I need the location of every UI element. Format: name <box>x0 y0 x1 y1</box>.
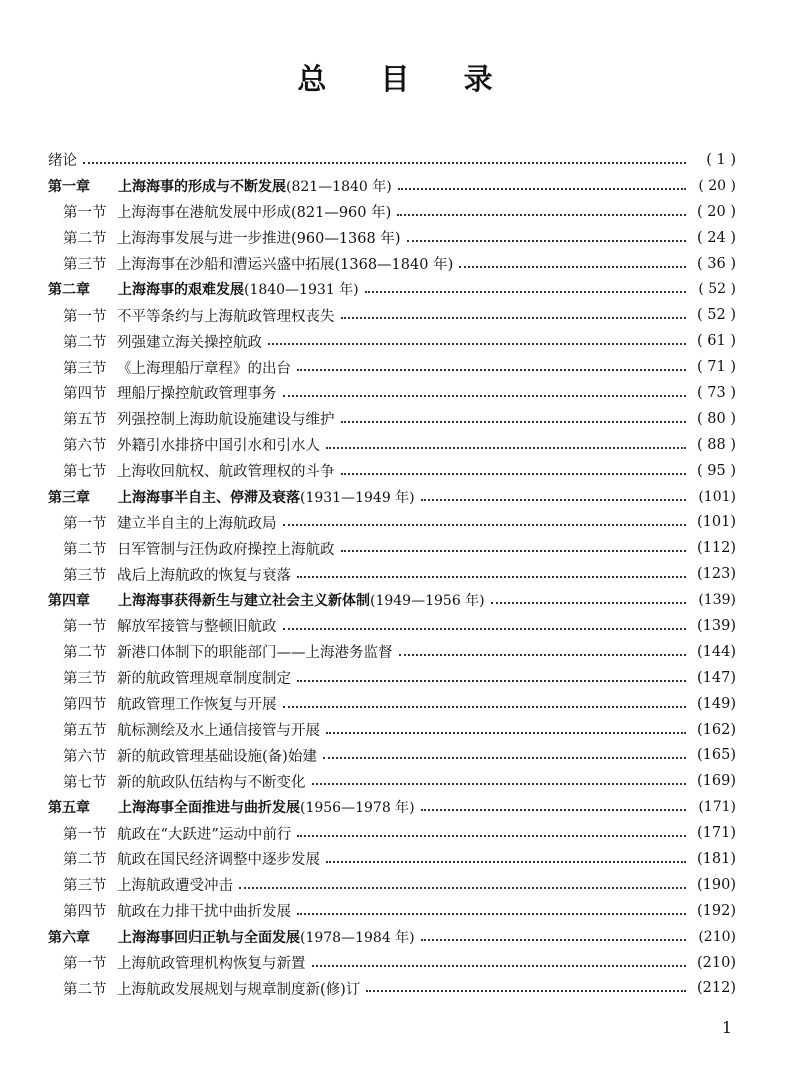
toc-page-ref: ( 73 ) <box>697 384 736 401</box>
toc-label: 第二节 <box>63 852 107 869</box>
toc-title-text: 日军管制与汪伪政府操控上海航政 <box>117 541 335 558</box>
toc-section-row <box>48 976 736 1002</box>
toc-page-ref: ( 80 ) <box>697 410 736 427</box>
toc-title-text: 上海海事在沙船和漕运兴盛中拓展 <box>117 257 335 273</box>
toc-title-text: 航政在国民经济调整中逐步发展 <box>117 852 320 869</box>
toc-leader-dots <box>268 343 686 345</box>
toc-title <box>117 719 320 740</box>
toc-label: 第三节 <box>63 257 107 273</box>
toc-leader-dots <box>297 913 686 915</box>
toc-title-text: 上海海事半自主、停滞及衰落 <box>118 489 300 506</box>
toc-title <box>117 408 335 429</box>
toc-chapter-row <box>48 587 736 613</box>
toc-title <box>117 771 306 792</box>
toc-page-ref: (162) <box>697 721 736 738</box>
toc-leader-dots <box>297 576 686 578</box>
toc-title <box>117 305 335 326</box>
toc-label: 第二节 <box>63 645 107 662</box>
toc-page-ref: (144) <box>697 643 736 660</box>
toc-page-ref: (192) <box>697 902 736 919</box>
toc-title-text: 理船厅操控航政管理事务 <box>117 386 277 403</box>
toc-title <box>117 848 320 869</box>
toc-leader-dots <box>297 835 686 837</box>
toc-title <box>117 978 360 999</box>
toc-title-text: 航标测绘及水上通信接管与开展 <box>117 723 320 740</box>
toc-page-ref: (139) <box>698 592 736 609</box>
toc-chapter-row <box>48 484 736 510</box>
toc-label: 第四节 <box>63 697 107 714</box>
toc-label: 第六节 <box>63 748 107 765</box>
toc-section-row <box>48 639 736 665</box>
toc-leader-dots <box>341 421 687 423</box>
toc-section-row <box>48 251 736 277</box>
toc-label: 第五章 <box>48 800 90 817</box>
toc-title-text: 解放军接管与整顿旧航政 <box>117 619 277 636</box>
toc-year-range: (960—1368 年) <box>291 231 401 248</box>
toc-leader-dots <box>399 654 687 656</box>
toc-title <box>117 564 291 585</box>
toc-title-text: 上海海事的形成与不断发展 <box>118 178 286 195</box>
toc-section-row <box>48 302 736 328</box>
toc-leader-dots <box>398 188 686 190</box>
toc-page-ref: ( 52 ) <box>698 281 736 298</box>
toc-leader-dots <box>297 680 686 682</box>
toc-title-text: 航政在力排干扰中曲折发展 <box>117 904 291 921</box>
toc-title <box>117 382 277 403</box>
toc-section-row <box>48 199 736 225</box>
toc-section-row <box>48 768 736 794</box>
toc-section-row <box>48 846 736 872</box>
toc-title <box>117 253 453 274</box>
toc-title <box>118 927 415 947</box>
toc-label: 第三节 <box>63 567 107 584</box>
toc-label: 第四节 <box>63 904 107 921</box>
toc-page-ref: ( 61 ) <box>697 333 736 350</box>
toc-title <box>117 823 291 844</box>
toc-page-ref: (165) <box>697 747 736 764</box>
toc-page-ref: (181) <box>697 850 736 867</box>
toc-leader-dots <box>239 887 686 889</box>
toc-title <box>117 331 262 352</box>
toc-label: 第一节 <box>63 515 107 532</box>
toc-leader-dots <box>326 447 686 449</box>
toc-year-range: (821—960 年) <box>291 205 392 222</box>
toc-label: 第七节 <box>63 464 107 481</box>
toc-title-text: 建立半自主的上海航政局 <box>117 515 277 532</box>
toc-leader-dots <box>341 473 687 475</box>
toc-title <box>117 641 393 662</box>
toc-year-range: (1931—1949 年) <box>300 489 415 506</box>
toc-year-range: (1956—1978 年) <box>300 800 415 817</box>
toc-page-ref: (112) <box>697 540 736 557</box>
toc-year-range: (1949—1956 年) <box>370 593 485 610</box>
toc-leader-dots <box>326 732 686 734</box>
toc-title-text: 不平等条约与上海航政管理权丧失 <box>117 308 335 325</box>
toc-label: 第二节 <box>63 541 107 558</box>
toc-label: 第一节 <box>63 205 107 222</box>
toc-leader-dots <box>421 939 686 941</box>
toc-title-text: 上海海事发展与进一步推进 <box>117 231 291 248</box>
toc-label: 第一节 <box>63 826 107 843</box>
toc-section-row <box>48 691 736 717</box>
toc-section-row <box>48 898 736 924</box>
toc-title-text: 上海航政遭受冲击 <box>117 878 233 895</box>
toc-title <box>117 434 320 455</box>
toc-leader-dots <box>421 809 686 811</box>
toc-leader-dots <box>323 757 686 759</box>
page-number: 1 <box>721 1018 732 1037</box>
toc-leader-dots <box>491 602 686 604</box>
toc-title-text: 上海海事的艰难发展 <box>118 282 244 299</box>
toc-title <box>117 615 277 636</box>
toc-title-text: 《上海理船厅章程》的出台 <box>117 360 291 377</box>
toc-page-ref: (169) <box>697 773 736 790</box>
toc-section-row <box>48 613 736 639</box>
toc-page-ref: (149) <box>697 695 736 712</box>
toc-label: 第三章 <box>48 489 90 506</box>
toc-label: 第七节 <box>63 774 107 791</box>
toc-page-ref: (190) <box>697 876 736 893</box>
toc-year-range: (1368—1840 年) <box>334 257 454 273</box>
toc-leader-dots <box>366 990 686 992</box>
toc-leader-dots <box>326 861 686 863</box>
toc-chapter-row <box>48 794 736 820</box>
toc-section-row <box>48 328 736 354</box>
toc-section-row <box>48 458 736 484</box>
toc-leader-dots <box>312 783 687 785</box>
toc-leader-dots <box>283 628 687 630</box>
toc-title <box>118 487 415 507</box>
toc-section-row <box>48 717 736 743</box>
toc-section-row <box>48 406 736 432</box>
page-title: 总 目 录 <box>297 62 515 96</box>
toc-page-ref: (139) <box>697 617 736 634</box>
toc-title-text: 上海海事回归正轨与全面发展 <box>118 929 300 946</box>
toc-section-row <box>48 872 736 898</box>
toc-title <box>117 900 291 921</box>
toc-title <box>117 512 277 533</box>
toc-page-ref: (212) <box>697 980 736 997</box>
toc-label: 第六章 <box>48 929 90 946</box>
toc-section-row <box>48 742 736 768</box>
toc-label: 第五节 <box>63 723 107 740</box>
toc-title-text: 外籍引水排挤中国引水和引水人 <box>117 438 320 455</box>
toc-label: 第一节 <box>63 308 107 325</box>
toc-title-text: 绪论 <box>48 153 77 170</box>
toc-leader-dots <box>283 706 687 708</box>
toc-page-ref: (171) <box>697 825 736 842</box>
toc-title <box>117 538 335 559</box>
toc-title-text: 列强控制上海助航设施建设与维护 <box>117 412 335 429</box>
toc-page-ref: ( 1 ) <box>706 151 736 168</box>
toc-label: 第二节 <box>63 231 107 248</box>
toc-preface-row <box>48 147 736 173</box>
toc-label: 第二节 <box>63 981 107 998</box>
toc-title-text: 航政管理工作恢复与开展 <box>117 697 277 714</box>
toc-title-text: 新的航政队伍结构与不断变化 <box>117 774 306 791</box>
toc-title-text: 上海航政发展规划与规章制度新(修)订 <box>117 981 361 998</box>
toc-label: 第一节 <box>63 619 107 636</box>
toc-label: 第一节 <box>63 956 107 973</box>
toc-section-row <box>48 535 736 561</box>
toc-section-row <box>48 820 736 846</box>
toc-label: 第三节 <box>63 360 107 377</box>
toc-page-ref: ( 88 ) <box>697 436 736 453</box>
toc-title-text: 上海海事在港航发展中形成 <box>117 205 291 222</box>
toc-page-ref: ( 36 ) <box>697 255 736 272</box>
toc-chapter-row <box>48 173 736 199</box>
toc-page-ref: ( 20 ) <box>698 177 736 194</box>
toc-title <box>117 667 291 688</box>
toc-title <box>117 745 317 766</box>
toc-label: 第四节 <box>63 386 107 403</box>
toc-title-text: 新的航政管理规章制度制定 <box>117 671 291 688</box>
toc-year-range: (1978—1984 年) <box>300 929 415 946</box>
toc-section-row <box>48 380 736 406</box>
toc-title <box>117 874 233 895</box>
toc-label: 第二节 <box>63 334 107 351</box>
toc-title <box>118 797 415 817</box>
toc-leader-dots <box>283 395 687 397</box>
toc-page-ref: (147) <box>697 669 736 686</box>
toc-label: 第五节 <box>63 412 107 429</box>
toc-page-ref: (210) <box>697 954 736 971</box>
toc-page-ref: (101) <box>697 514 736 531</box>
toc-page-ref: ( 71 ) <box>697 359 736 376</box>
toc-leader-dots <box>365 291 686 293</box>
toc-year-range: (821—1840 年) <box>286 178 392 195</box>
toc-page-ref: (101) <box>698 488 736 505</box>
toc-title-text: 上海海事全面推进与曲折发展 <box>118 800 300 817</box>
toc-chapter-row <box>48 276 736 302</box>
toc-section-row <box>48 561 736 587</box>
toc-leader-dots <box>341 317 687 319</box>
toc-title-text: 新港口体制下的职能部门——上海港务监督 <box>117 645 393 662</box>
toc-section-row <box>48 225 736 251</box>
toc-label: 第三节 <box>63 878 107 895</box>
toc-label: 第一章 <box>48 178 90 195</box>
toc-page-ref: ( 24 ) <box>697 229 736 246</box>
toc-section-row <box>48 354 736 380</box>
toc-title <box>117 952 306 973</box>
toc-title-text: 列强建立海关操控航政 <box>117 334 262 351</box>
toc-leader-dots <box>459 266 686 268</box>
table-of-contents <box>48 147 736 1001</box>
toc-title-text: 新的航政管理基础设施(备)始建 <box>117 748 317 765</box>
toc-leader-dots <box>397 214 686 216</box>
toc-page-ref: ( 95 ) <box>697 462 736 479</box>
toc-leader-dots <box>312 965 687 967</box>
toc-page-ref: (171) <box>698 799 736 816</box>
toc-label: 第四章 <box>48 593 90 610</box>
toc-label: 第三节 <box>63 671 107 688</box>
toc-title <box>118 279 359 299</box>
toc-title <box>118 176 392 196</box>
toc-label: 第二章 <box>48 282 90 299</box>
toc-section-row <box>48 432 736 458</box>
toc-section-row <box>48 509 736 535</box>
toc-title-text: 上海收回航权、航政管理权的斗争 <box>117 464 335 481</box>
toc-chapter-row <box>48 924 736 950</box>
toc-title-text: 战后上海航政的恢复与衰落 <box>117 567 291 584</box>
toc-page-ref: ( 20 ) <box>697 203 736 220</box>
toc-title <box>117 201 391 222</box>
toc-page-ref: (123) <box>697 566 736 583</box>
toc-year-range: (1840—1931 年) <box>244 282 359 299</box>
toc-title <box>117 693 277 714</box>
toc-title-text: 上海海事获得新生与建立社会主义新体制 <box>118 593 370 610</box>
toc-label: 第六节 <box>63 438 107 455</box>
toc-leader-dots <box>341 550 687 552</box>
toc-title <box>117 357 291 378</box>
toc-leader-dots <box>83 162 686 164</box>
toc-title <box>117 227 401 248</box>
toc-section-row <box>48 665 736 691</box>
toc-title-text: 航政在“大跃进”运动中前行 <box>117 826 292 843</box>
toc-title <box>117 460 335 481</box>
toc-title <box>118 590 485 610</box>
toc-leader-dots <box>421 499 686 501</box>
toc-page-ref: ( 52 ) <box>697 307 736 324</box>
toc-section-row <box>48 950 736 976</box>
toc-leader-dots <box>297 369 686 371</box>
toc-title-text: 上海航政管理机构恢复与新置 <box>117 956 306 973</box>
toc-page-ref: (210) <box>698 928 736 945</box>
toc-title <box>48 149 77 170</box>
toc-leader-dots <box>283 524 687 526</box>
toc-leader-dots <box>407 240 686 242</box>
